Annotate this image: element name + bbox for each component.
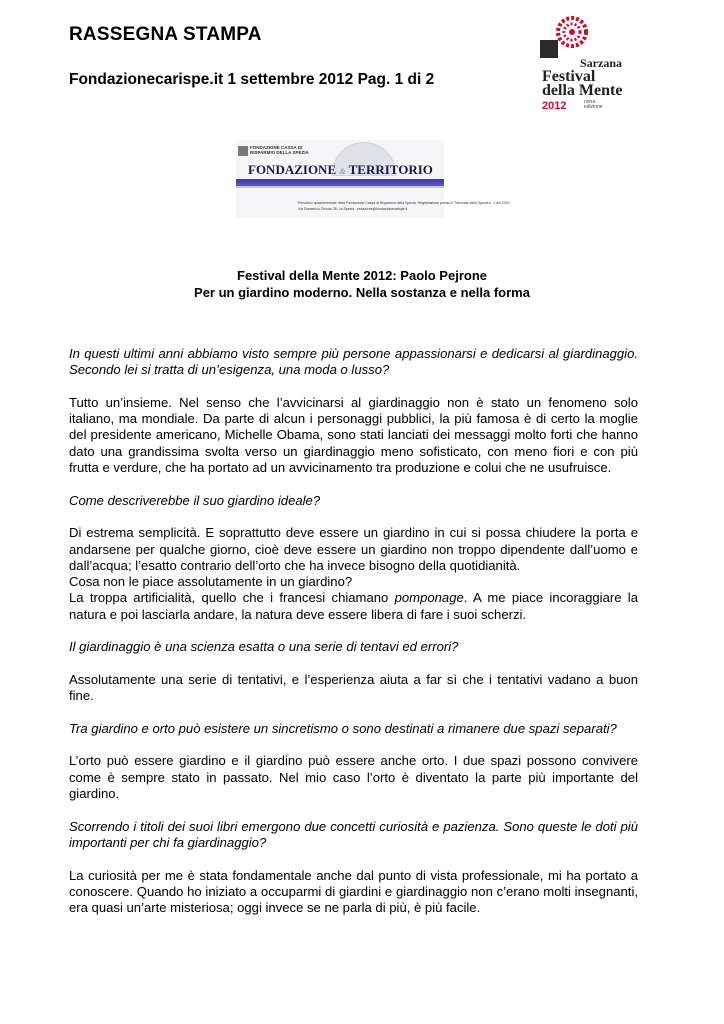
banner-title-amp: & [339, 167, 346, 176]
header-subtitle: Fondazionecarispe.it 1 settembre 2012 Pag. 1 di 2 [69, 71, 435, 88]
banner-stripe [236, 179, 444, 186]
festival-logo-line1: Festival [542, 68, 596, 85]
answer-2-pomponage: pomponage [394, 590, 464, 606]
banner-title-part2: TERRITORIO [348, 162, 433, 177]
answer-2-continued-start: La troppa artificialità, quello che i francesi chiamano [69, 590, 395, 606]
banner-info-line2: Via Domenico Chiodo 36, La Spezia - redazione@fondazionecarispe.it [298, 207, 408, 211]
answer-2-question: Cosa non le piace assolutamente in un giardino? [69, 574, 353, 590]
answer-4: L’orto può essere giardino e il giardino può essere anche orto. I due spazi possono convivere come è sempre stato in passato. Nel mio caso l’orto è diventato la parte più importante del giardino. [69, 753, 638, 802]
festival-della-mente-logo [538, 14, 648, 114]
question-2: Come descriverebbe il suo giardino ideale? [69, 492, 321, 508]
article-title-line2: Per un giardino moderno. Nella sostanza e nella forma [194, 285, 530, 300]
article-title [0, 267, 724, 301]
question-3: Il giardinaggio è una scienza esatta o una serie di tentavi ed errori? [69, 639, 459, 655]
banner-org-name: FONDAZIONE CASSA DI RISPARMIO DELLA SPEZIA [250, 145, 309, 155]
festival-logo-sarzana: Sarzana [580, 56, 622, 70]
festival-logo-edition: nona edizione [584, 99, 603, 110]
festival-logo-line2: della Mente [542, 82, 623, 99]
foundation-emblem-icon [238, 146, 248, 156]
fondazione-territorio-banner [236, 140, 510, 218]
answer-2-continued [69, 590, 638, 623]
banner-stripe-secondary [236, 186, 444, 188]
festival-logo-name [542, 70, 622, 98]
answer-2: Di estrema semplicità. E soprattutto deve essere un giardino in cui si possa chiudere la porta e andarsene per qualche giorno, cioè deve essere un giardino non troppo dipendente dall’uomo e dall’acqua; l’esatto contrario dell’orto che ha invece bisogno della quotidianità. [69, 525, 638, 573]
answer-5: La curiosità per me è stata fondamentale anche dal punto di vista professionale, mi ha portato a conoscere. Quando ho iniziato a occuparmi di giardini e giardinaggio non c’erano molti insegnanti, era quasi un’arte misteriosa; oggi invece se ne parla di più, è più facile. [69, 867, 638, 916]
header-title: RASSEGNA STAMPA [69, 24, 262, 45]
article-body [69, 346, 638, 933]
banner-title-part1: FONDAZIONE [248, 162, 337, 177]
answer-3: Assolutamente una serie di tentativi, e l’esperienza aiuta a far sì che i tentativi vadano a buon fine. [69, 671, 638, 704]
banner-info-line1: Periodico quadrimestrale della Fondazione Cassa di Risparmio della Spezia. Registrazione presso il Tribunale della Spezia n. 1 del 2002 [298, 201, 510, 205]
festival-logo-year: 2012 [542, 100, 567, 112]
answer-1: Tutto un’insieme. Nel senso che l’avvicinarsi al giardinaggio non è stato un fenomeno solo italiano, ma mondiale. Da parte di alcun i personaggi pubblici, la più famosa è di certo la moglie del presidente americano, Michelle Obama, sono stati lanciati dei messaggi molto forti che hanno dato una grandissima svolta verso un giardinaggio meno sofisticato, con meno fiori e con più frutta e verdure, che ha portato ad un avvicinamento tra produzione e colui che ne usufruisce. [69, 394, 638, 476]
article-title-line1: Festival della Mente 2012: Paolo Pejrone [237, 268, 487, 283]
question-4: Tra giardino e orto può esistere un sincretismo o sono destinati a rimanere due spazi separati? [69, 720, 617, 736]
question-1: In questi ultimi anni abbiamo visto sempre più persone appassionarsi e dedicarsi al giardinaggio. Secondo lei si tratta di un’esigenza, una moda o lusso? [69, 346, 638, 378]
answer-2-continued-end: . A me piace incoraggiare la natura e poi lasciarla andare, la natura deve essere libera di fare i suoi scherzi. [69, 590, 638, 622]
question-5: Scorrendo i titoli dei suoi libri emergono due concetti curiosità e pazienza. Sono queste le doti più importanti per chi fa giardinaggio? [69, 818, 638, 850]
